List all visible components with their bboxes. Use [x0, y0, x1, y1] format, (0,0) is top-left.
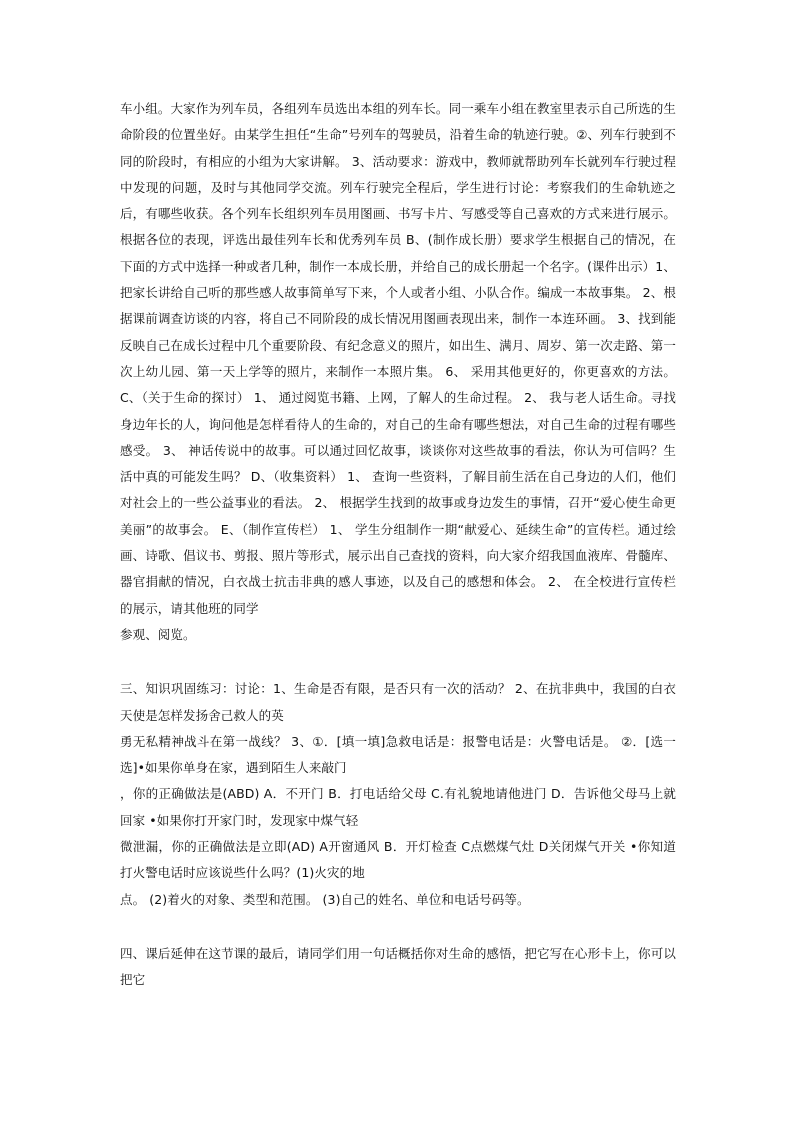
section-after-class — [120, 941, 676, 994]
paragraph-spacer — [120, 648, 676, 676]
paragraph-spacer — [120, 913, 676, 941]
practice-line: ，你的正确做法是(ABD) A．不开门 B．打电话给父母 C.有礼貌地请他进门 D．告诉他父母马上就回家 •如果你打开家门时，发现家中煤气轻 — [120, 786, 676, 828]
paragraph-text: 车小组。大家作为列车员，各组列车员选出本组的列车长。同一乘车小组在教室里表示自己所选的生命阶段的位置坐好。由某学生担任“生命”号列车的驾驶员，沿着生命的轨迹行驶。②、列车行驶到不同的阶段时，有相应的小组为大家讲解。 3、活动要求：游戏中，教师就帮助列车长就列车行驶过程中发现的问题，及时与其他同学交流。列车行驶完全程后，学生进行讨论：考察我们的生命轨迹之后，有哪些收获。各个列车长组织列车员用图画、书写卡片、写感受等自己喜欢的方式来进行展示。根据各位的表现，评选出最佳列车长和优秀列车员 B、(制作成长册）要求学生根据自己的情况，在下面的方式中选择一种或者几种，制作一本成长册，并给自己的成长册起一个名字。(课件出示）1、把家长讲给自己听的那些感人故事简单写下来，个人或者小组、小队合作。编成一本故事集。 2、根据课前调查访谈的内容，将自己不同阶段的成长情况用图画表现出来，制作一本连环画。 3、找到能反映自己在成长过程中几个重要阶段、有纪念意义的照片，如出生、满月、周岁、第一次走路、第一次上幼儿园、第一天上学等的照片，来制作一本照片集。 6、 采用其他更好的，你更喜欢的方法。 C、（关于生命的探讨） 1、 通过阅览书籍、上网，了解人的生命过程。 2、 我与老人话生命。寻找身边年长的人，询问他是怎样看待人的生命的，对自己的生命有哪些想法，对自己生命的过程有哪些感受。 3、 神话传说中的故事。可以通过回忆故事，谈谈你对这些故事的看法，你认为可信吗？生活中真的可能发生吗？ D、（收集资料） 1、 查询一些资料，了解目前生活在自己身边的人们，他们对社会上的一些公益事业的看法。 2、 根据学生找到的故事或身边发生的事情，召开“爱心使生命更美丽”的故事会。 E、（制作宣传栏） 1、 学生分组制作一期“献爱心、延续生命”的宣传栏。通过绘画、诗歌、倡议书、剪报、照片等形式，展示出自己查找的资料，向大家介绍我国血液库、骨髓库、器官捐献的情况，白衣战士抗击非典的感人事迹，以及自己的感想和体会。 2、 在全校进行宣传栏的展示，请其他班的同学 — [120, 101, 676, 616]
after-class-text: 四、课后延伸在这节课的最后，请同学们用一句话概括你对生命的感悟，把它写在心形卡上，你可以 把它 — [120, 945, 676, 988]
document-page — [120, 96, 676, 994]
section-knowledge-practice — [120, 676, 676, 913]
paragraph-tail: 参观、阅览。 — [120, 626, 196, 642]
practice-line: 点。 (2)着火的对象、类型和范围。 (3)自己的姓名、单位和电话号码等。 — [120, 891, 530, 907]
practice-line: 三、知识巩固练习：讨论：1、生命是否有限，是否只有一次的活动？ 2、在抗非典中，我国的白衣天使是怎样发扬舍己救人的英 — [120, 681, 676, 723]
practice-line: 微泄漏，你的正确做法是立即(AD) A开窗通风 B．开灯检查 C点燃煤气灶 D关闭煤气开关 •你知道打火警电话时应该说些什么吗？(1)火灾的地 — [120, 839, 676, 881]
body-paragraph-activities — [120, 96, 676, 648]
practice-line: 勇无私精神战斗在第一战线？ 3、①．[填一填]急救电话是：报警电话是：火警电话是。 ②．[选一选]•如果你单身在家，遇到陌生人来敲门 — [120, 733, 676, 776]
